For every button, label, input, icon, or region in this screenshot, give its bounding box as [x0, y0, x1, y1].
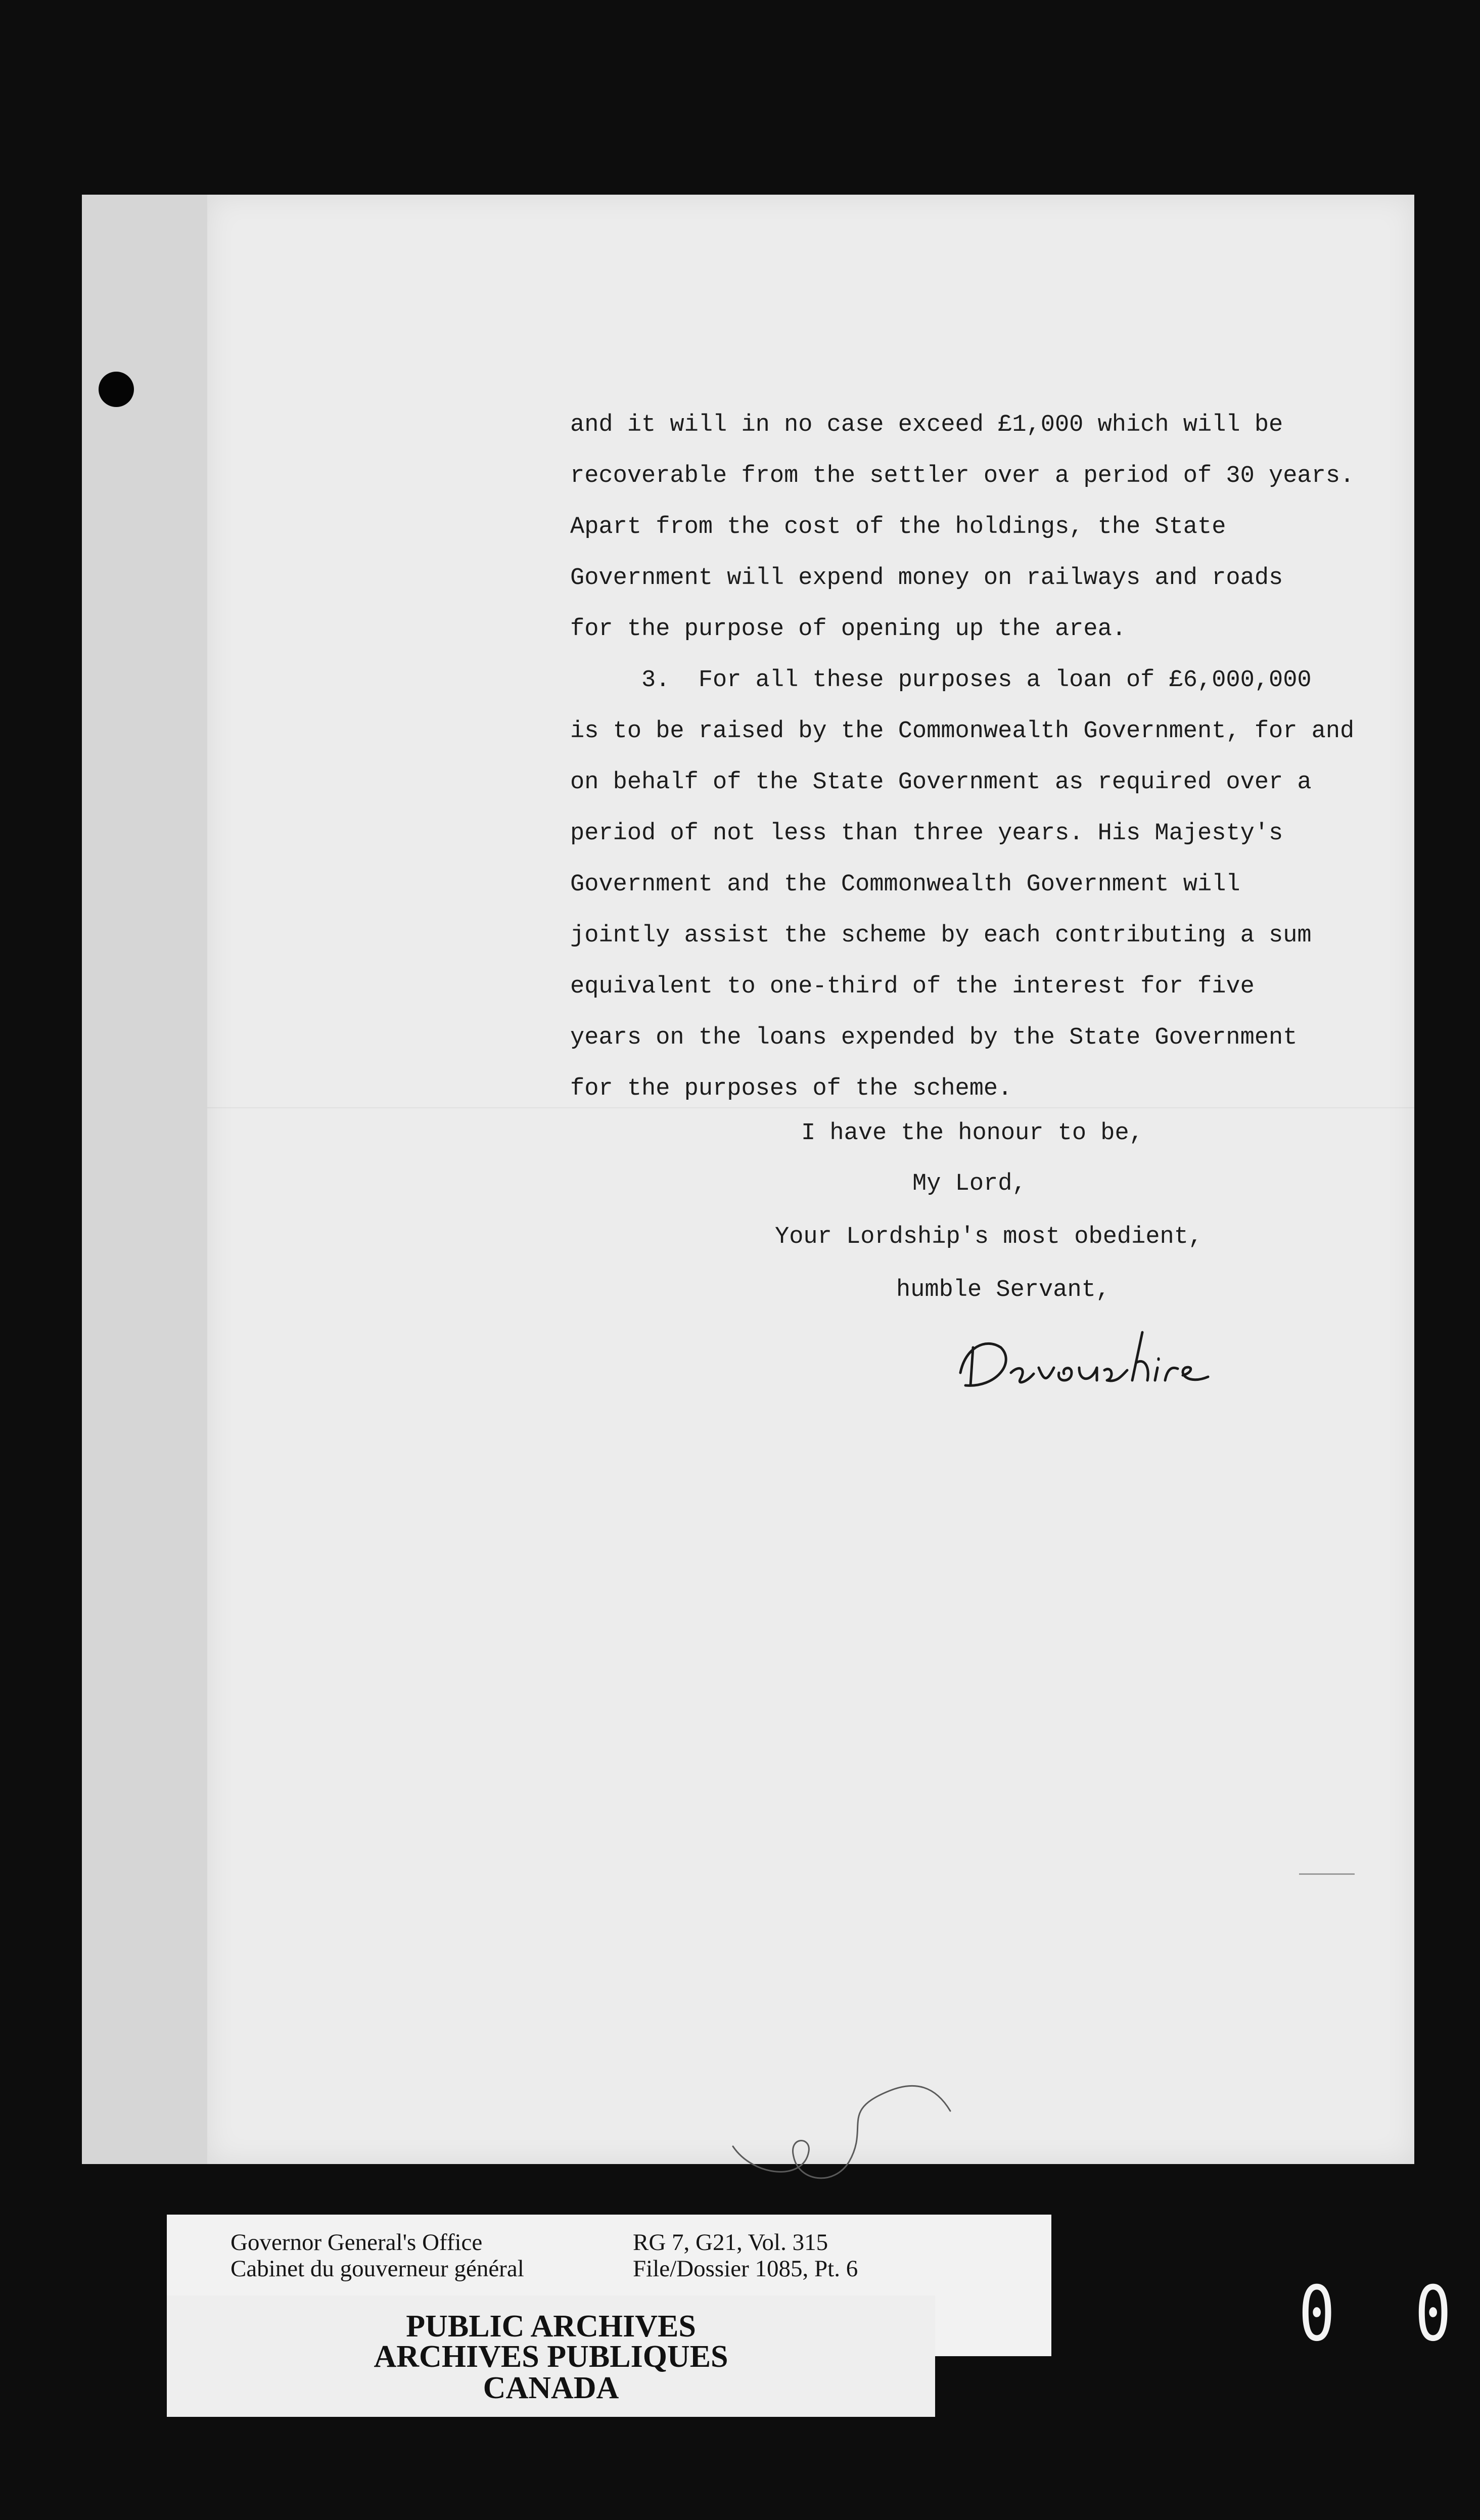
closing-line-1: I have the honour to be, [801, 1120, 1143, 1147]
closing-line-3: Your Lordship's most obedient, [775, 1224, 1203, 1250]
office-name-fr: Cabinet du gouverneur général [230, 2256, 524, 2282]
office-name-en: Governor General's Office [230, 2229, 483, 2256]
closing-line-2: My Lord, [912, 1171, 1027, 1197]
letter-line: jointly assist the scheme by each contributing a sum [570, 922, 1312, 949]
letter-line: for the purposes of the scheme. [570, 1075, 1012, 1102]
frame-number-left: 0 [1299, 2270, 1335, 2358]
letter-line: equivalent to one-third of the interest for five [570, 973, 1255, 1000]
margin-mark [1299, 1873, 1355, 1875]
stamp-line-2: ARCHIVES PUBLIQUES [374, 2339, 728, 2374]
letter-line: on behalf of the State Government as required over a [570, 769, 1312, 796]
closing-line-4: humble Servant, [896, 1277, 1111, 1303]
punch-hole-left [99, 372, 134, 407]
letter-line: and it will in no case exceed £1,000 which will be [570, 412, 1283, 438]
letter-line: 3. For all these purposes a loan of £6,000,000 [570, 667, 1312, 694]
letter-line: years on the loans expended by the State Government [570, 1024, 1298, 1051]
frame-number-right: 0 [1415, 2270, 1452, 2358]
letter-line: recoverable from the settler over a period of 30 years. [570, 463, 1355, 489]
letter-line: is to be raised by the Commonwealth Government, for and [570, 718, 1355, 745]
public-archives-stamp [167, 2296, 935, 2417]
letter-line: Apart from the cost of the holdings, the State [570, 514, 1226, 541]
letter-line: Government will expend money on railways and roads [570, 565, 1283, 592]
file-reference: File/Dossier 1085, Pt. 6 [633, 2256, 858, 2282]
fold-line [207, 1107, 1414, 1108]
back-page-edge [82, 195, 210, 2164]
pencil-annotation [723, 2055, 976, 2197]
stamp-line-3: CANADA [483, 2371, 619, 2405]
signature [950, 1317, 1233, 1408]
letter-line: period of not less than three years. His Majesty's [570, 820, 1283, 847]
stamp-line-1: PUBLIC ARCHIVES [406, 2309, 696, 2344]
record-group-reference: RG 7, G21, Vol. 315 [633, 2229, 828, 2256]
letter-body [570, 399, 1480, 1114]
letter-page [207, 195, 1414, 2164]
letter-line: for the purpose of opening up the area. [570, 616, 1126, 643]
letter-line: Government and the Commonwealth Government will [570, 871, 1240, 898]
